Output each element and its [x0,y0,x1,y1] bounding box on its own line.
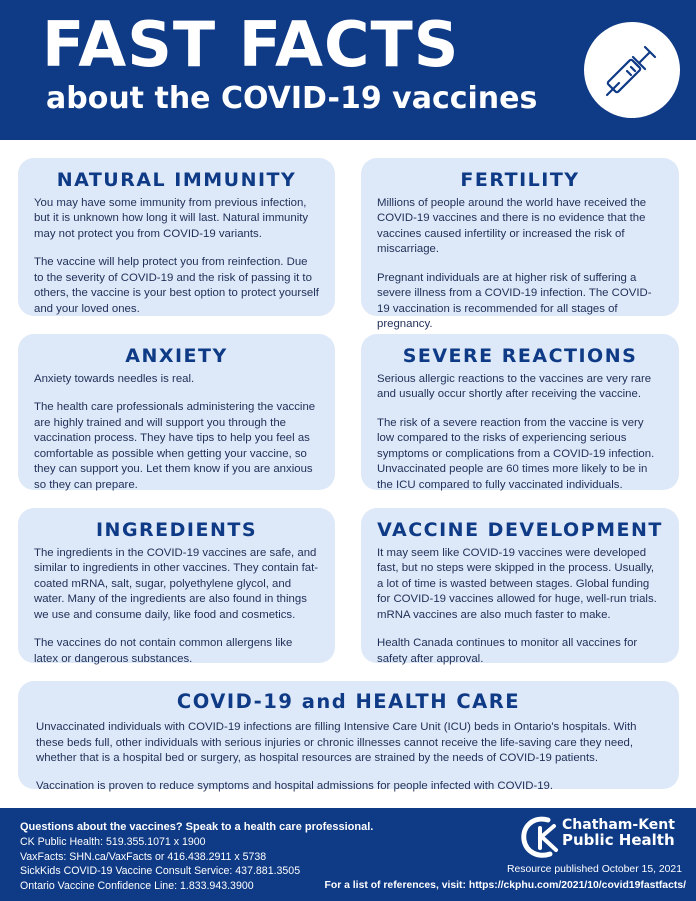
ingredients-heading: INGREDIENTS [95,519,258,541]
severe-reactions-card [361,334,679,490]
fertility-text-2: Pregnant individuals are at higher risk of suffering a severe illness from a COVID-19 infection. The COVID-19 vaccination is recommended for all stages of pregnancy. [377,271,652,331]
natural-immunity-heading: NATURAL IMMUNITY [56,169,297,191]
natural-immunity-card [18,158,335,316]
severe-reactions-text-2: The risk of a severe reaction from the vaccine is very low compared to the risks of experiencing serious symptoms or complications from a COVID-19 infection. Unvaccinated people are 60 times more likely to be in the ICU compared to fully vaccinated individuals. [377,416,655,491]
references-link[interactable]: For a list of references, visit: https://ckphu.com/2021/10/covid19fastfacts/ [324,880,686,891]
severe-reactions-heading: SEVERE REACTIONS [402,345,638,367]
header-banner [0,0,696,140]
contact-line: SickKids COVID-19 Vaccine Consult Service: 437.881.3505 [20,865,301,878]
fertility-heading: FERTILITY [460,169,580,191]
contact-line: CK Public Health: 519.355.1071 x 1900 [20,836,206,849]
ingredients-text-1: The ingredients in the COVID-19 vaccines are safe, and similar to ingredients in other vaccines. They contain fat-coated mRNA, salt, sugar, polyethylene glycol, and water. Many of the ingredients are also found in things we use and consume daily, like food and cosmetics. [34,546,319,621]
anxiety-heading: ANXIETY [125,345,228,367]
anxiety-card [18,334,335,490]
fertility-text-1: Millions of people around the world have received the COVID-19 vaccines and there is no evidence that the vaccines caused infertility or increased the risk of miscarriage. [377,196,647,256]
logo-line-2: Public Health [562,830,675,849]
page-subtitle: about the COVID-19 vaccines [46,81,538,116]
anxiety-text-1: Anxiety towards needles is real. [34,372,195,385]
logo-line-1: Chatham-Kent [562,817,675,833]
vaccine-development-text-1: It may seem like COVID-19 vaccines were developed fast, but no steps were skipped in the process. Usually, a lot of time is wasted between stages. Global funding for COVID-19 vaccines allowed for huge, well-run trials. mRNA vaccines are also much faster to make. [377,546,657,621]
page-title: FAST FACTS [42,8,460,81]
ck-public-health-logo [518,814,688,860]
natural-immunity-text-2: The vaccine will help protect you from reinfection. Due to the severity of COVID-19 and the risk of passing it to others, the vaccine is your best option to protect yourself and your loved ones. [34,256,319,315]
health-care-text-2: Vaccination is proven to reduce symptoms and hospital admissions for people infected with COVID-19. [36,779,554,792]
footer-question: Questions about the vaccines? Speak to a health care professional. [20,821,374,833]
natural-immunity-text-1: You may have some immunity from previous infection, but it is unknown how long it will last. Natural immunity may not protect you from COVID-19 variants. [34,196,309,240]
ingredients-text-2: The vaccines do not contain common allergens like latex or dangerous substances. [34,637,293,665]
syringe-icon [584,22,680,118]
contact-info [20,820,373,894]
health-care-text-1: Unvaccinated individuals with COVID-19 infections are filling Intensive Care Unit (ICU) beds in Ontario's hospitals. With these beds full, other individuals with serious injuries or chronic illnesses cannot receive the life-saving care they need, whether that is a hospital bed or surgery, as hospital resources are strained by the needs of COVID-19 patients. [36,721,637,765]
health-care-heading: COVID-19 and HEALTH CARE [176,690,521,713]
health-care-card [18,681,679,792]
contact-line: VaxFacts: SHN.ca/VaxFacts or 416.438.2911 x 5738 [20,850,267,863]
fertility-card [361,158,679,331]
vaccine-development-heading: VACCINE DEVELOPMENT [377,519,663,541]
vaccine-development-card [361,508,679,663]
vaccine-development-text-2: Health Canada continues to monitor all vaccines for safety after approval. [377,637,638,665]
anxiety-text-2: The health care professionals administering the vaccine are highly trained and will support you through the vaccination process. They have tips to help you feel as comfortable as possible when getting your vaccine, so they can support you. Let them know if you are anxious so they can prepare. [34,401,316,491]
footer [0,808,696,901]
severe-reactions-text-1: Serious allergic reactions to the vaccines are very rare and usually occur shortly after receiving the vaccine. [377,372,652,401]
ingredients-card [18,508,335,663]
ck-logo-icon [518,814,562,860]
contact-line: Ontario Vaccine Confidence Line: 1.833.943.3900 [20,880,254,892]
published-date: Resource published October 15, 2021 [506,864,682,875]
